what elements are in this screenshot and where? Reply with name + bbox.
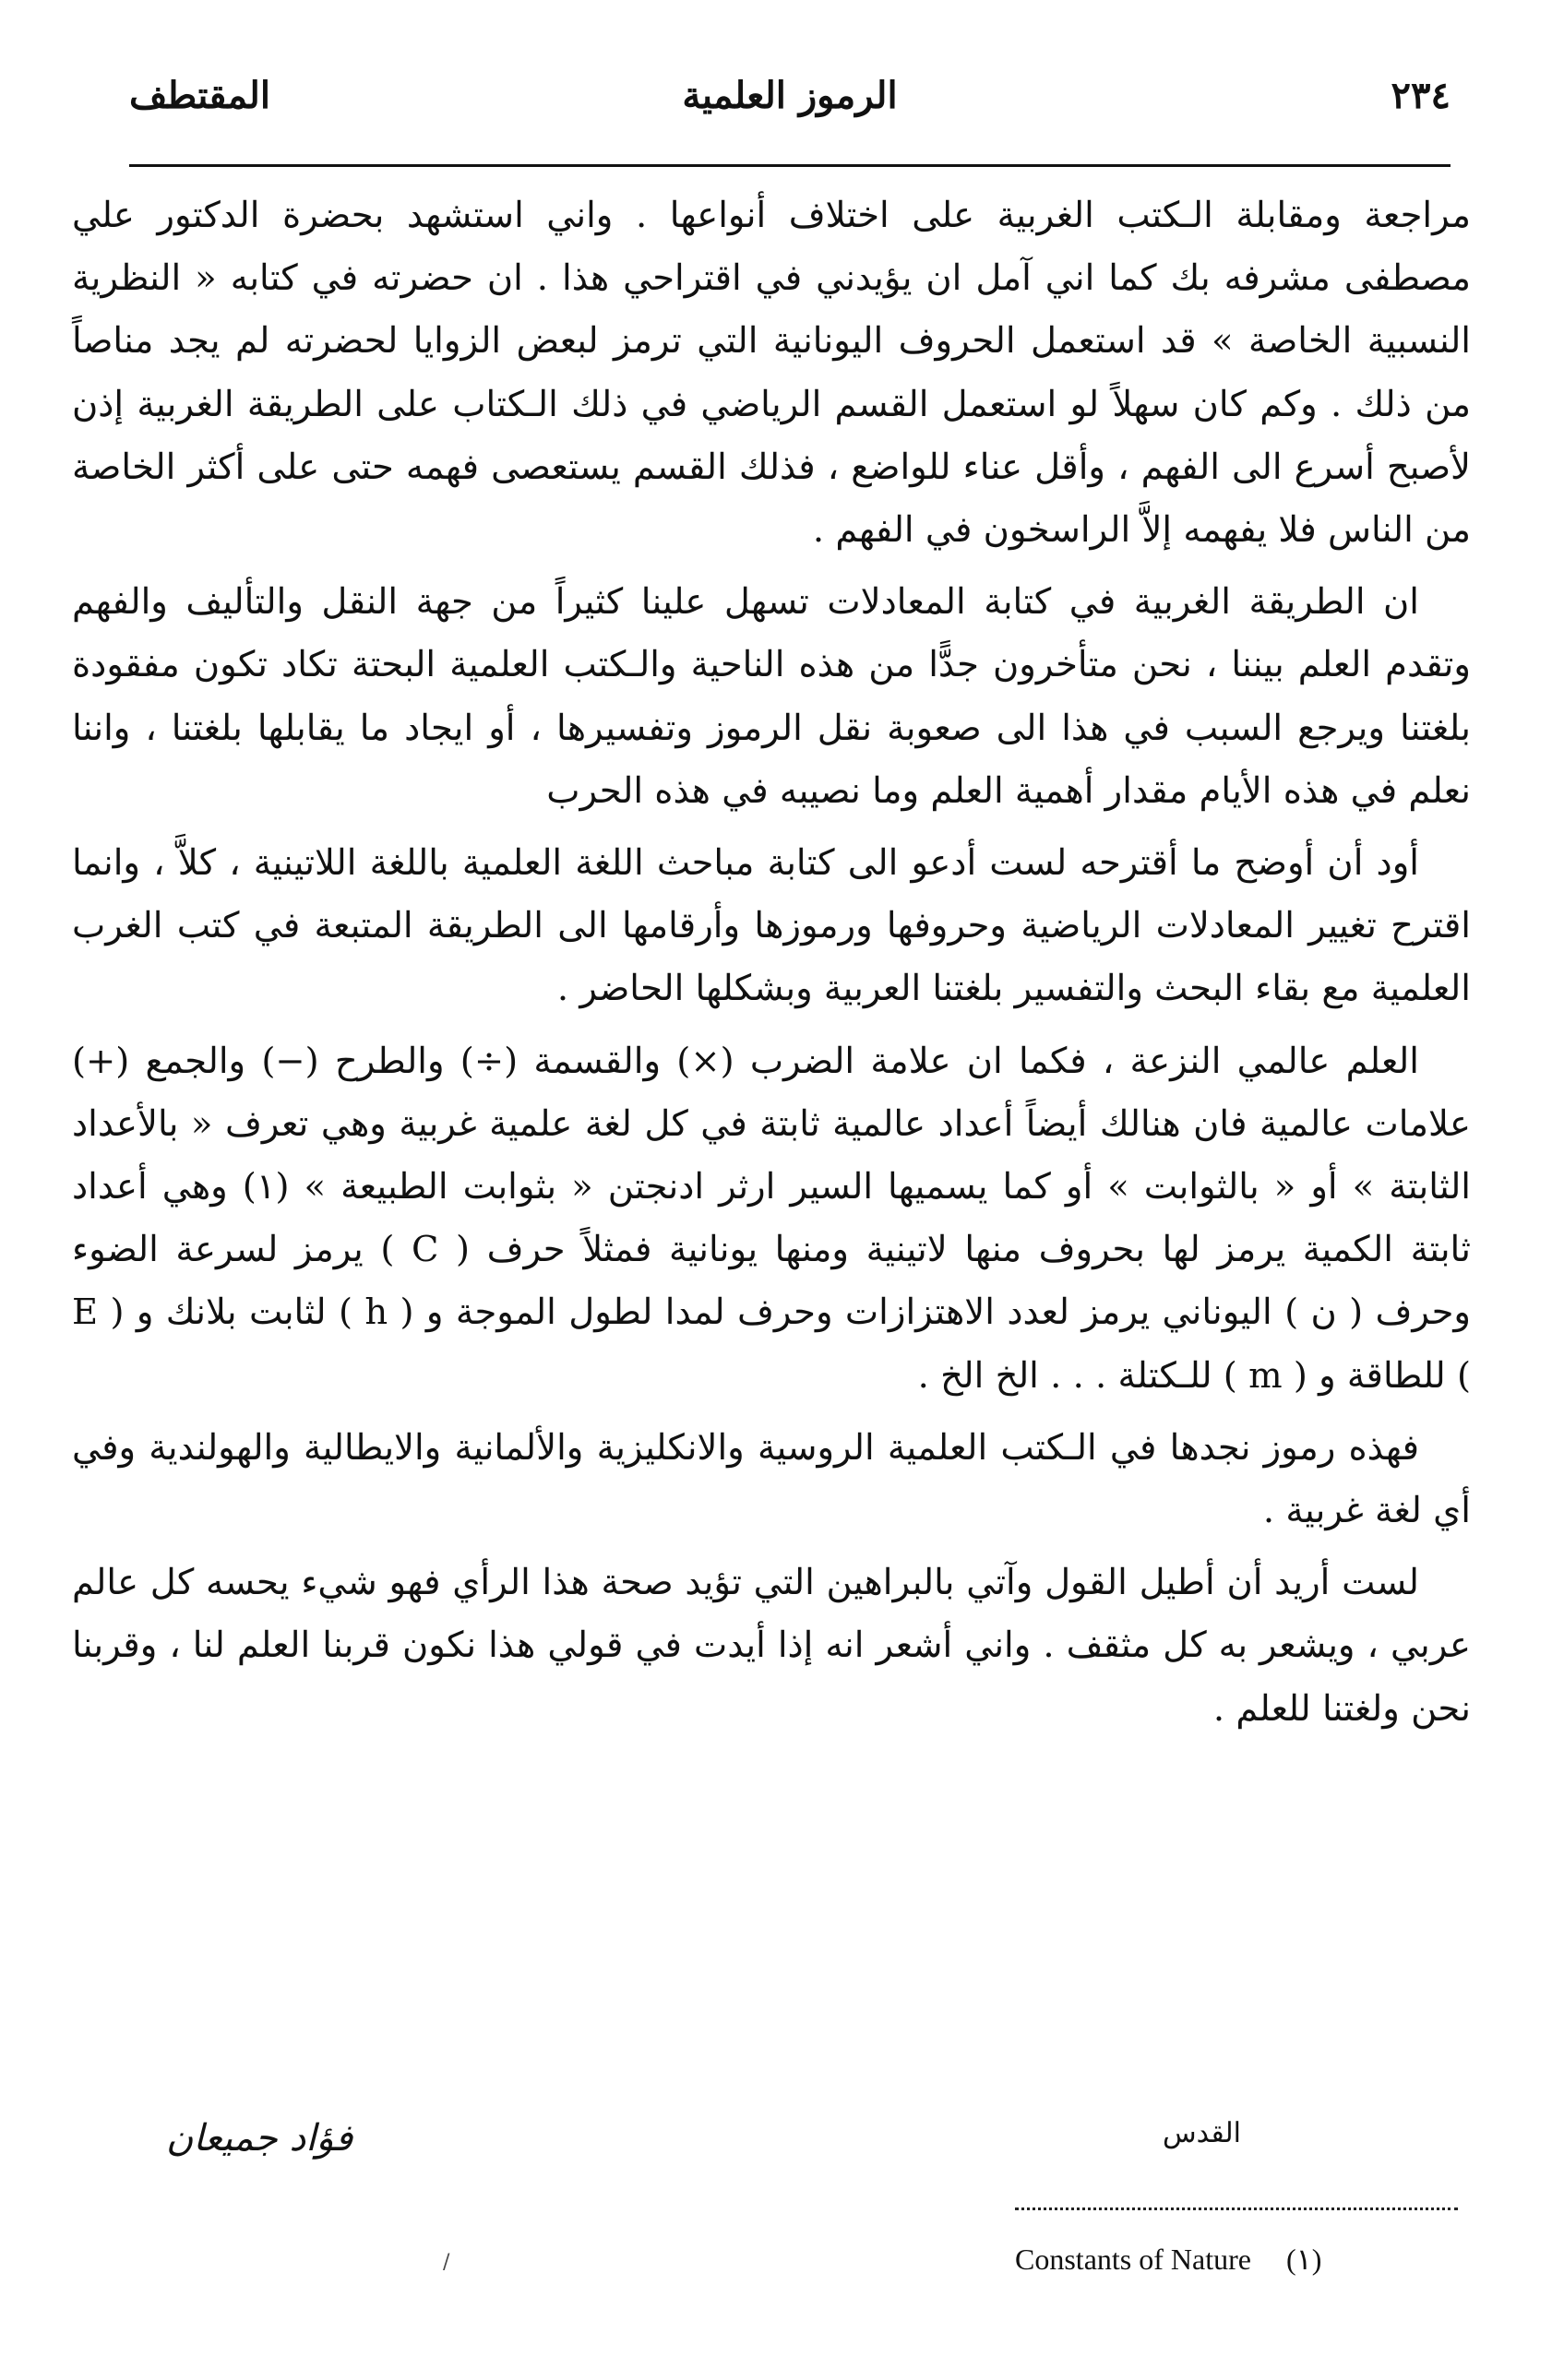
running-header — [129, 74, 1451, 138]
place-name: القدس — [1163, 2117, 1242, 2149]
footnote-text: Constants of Nature — [1015, 2243, 1251, 2276]
paragraph: فهذه رموز نجدها في الـكتب العلمية الروسية والانكليزية والألمانية والايطالية والهولندية وفي أي لغة غربية . — [72, 1426, 1471, 1532]
journal-name: المقتطف — [129, 74, 270, 117]
footnote — [1015, 2242, 1458, 2277]
signature-block — [0, 2117, 1552, 2191]
paragraph: العلم عالمي النزعة ، فكما ان علامة الضرب (×) والقسمة (÷) والطرح (−) والجمع (+) علامات عالمية فان هنالك أيضاً أعداد عالمية ثابتة في كل لغة علمية غربية وهي تعرف « بالأعداد الثابتة » أو « بالثوابت » أو كما يسميها السير ارثر ادنجتن « بثوابت الطبيعة » (١) وهي أعداد ثابتة الكمية يرمز لها بحروف منها لاتينية ومنها يونانية فمثلاً حرف ( C ) يرمز لسرعة الضوء وحرف ( ن ) اليوناني يرمز لعدد الاهتزازات وحرف لمدا لطول الموجة و ( h ) لثابت بلانك و ( E ) للطاقة و ( m ) للـكتلة . . . الخ الخ . — [72, 1040, 1472, 1397]
page-number: ٢٣٤ — [1391, 74, 1451, 117]
author-name: فؤاد جميعان — [166, 2117, 353, 2160]
stray-mark: / — [443, 2251, 450, 2274]
running-title: الرموز العلمية — [682, 74, 898, 117]
footnote-marker: (١) — [1285, 2243, 1322, 2276]
paragraph: ان الطريقة الغربية في كتابة المعادلات تسهل علينا كثيراً من جهة النقل والتأليف والفهم وتقدم العلم بيننا ، نحن متأخرون جدًّا من هذه الناحية والـكتب العلمية البحتة تكاد تكون مفقودة بلغتنا ويرجع السبب في هذا الى صعوبة نقل الرموز وتفسيرها ، أو ايجاد ما يقابلها بلغتنا ، واننا نعلم في هذه الأيام مقدار أهمية العلم وما نصيبه في هذه الحرب — [72, 581, 1471, 812]
footnote-rule — [1015, 2207, 1458, 2210]
paragraph: لست أريد أن أطيل القول وآتي بالبراهين التي تؤيد صحة هذا الرأي فهو شيء يحسه كل عالم عربي ، ويشعر به كل مثقف . واني أشعر انه إذا أيدت في قولي هذا نكون قربنا العلم لنا ، وقربنا نحن ولغتنا للعلم . — [72, 1562, 1471, 1730]
header-rule — [129, 164, 1451, 167]
paragraph: أود أن أوضح ما أقترحه لست أدعو الى كتابة مباحث اللغة العلمية باللغة اللاتينية ، كلاَّ ، وانما اقترح تغيير المعادلات الرياضية وحروفها ورموزها وأرقامها الى الطريقة المتبعة في كتب الغرب العلمية مع بقاء البحث والتفسير بلغتنا العربية وبشكلها الحاضر . — [72, 842, 1471, 1010]
article-body — [72, 184, 1471, 1750]
paragraph: مراجعة ومقابلة الـكتب الغربية على اختلاف أنواعها . واني استشهد بحضرة الدكتور علي مصطفى مشرفه بك كما اني آمل ان يؤيدني في اقتراحي هذا . ان حضرته في كتابه « النظرية النسبية الخاصة » قد استعمل الحروف اليونانية التي ترمز لبعض الزوايا لحضرته لم يجد مناصاً من ذلك . وكم كان سهلاً لو استعمل القسم الرياضي في ذلك الـكتاب على الطريقة الغربية إذن لأصبح أسرع الى الفهم ، وأقل عناء للواضع ، فذلك القسم يستعصى فهمه حتى على أكثر الخاصة من الناس فلا يفهمه إلاَّ الراسخون في الفهم . — [72, 195, 1471, 552]
